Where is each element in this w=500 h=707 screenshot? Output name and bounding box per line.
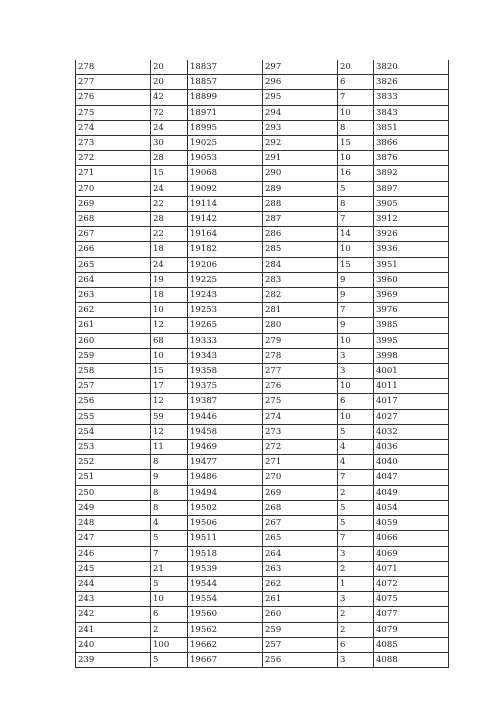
score-b-cell: 273	[263, 424, 338, 439]
count-b-cell: 10	[338, 409, 374, 424]
count-a-cell: 42	[151, 90, 188, 105]
count-a-cell: 5	[151, 652, 188, 667]
count-b-cell: 15	[338, 257, 374, 272]
count-a-cell: 18	[151, 242, 188, 257]
count-b-cell: 15	[338, 136, 374, 151]
score-b-cell: 292	[263, 136, 338, 151]
score-b-cell: 287	[263, 212, 338, 227]
cumulative-a-cell: 19206	[188, 257, 263, 272]
score-distribution-table	[75, 60, 449, 668]
score-b-cell: 286	[263, 227, 338, 242]
cumulative-b-cell: 4066	[374, 531, 449, 546]
cumulative-b-cell: 3892	[374, 166, 449, 181]
count-b-cell: 7	[338, 470, 374, 485]
count-b-cell: 10	[338, 105, 374, 120]
score-a-cell: 249	[76, 500, 151, 515]
cumulative-a-cell: 19511	[188, 531, 263, 546]
score-b-cell: 257	[263, 637, 338, 652]
cumulative-b-cell: 3876	[374, 151, 449, 166]
cumulative-a-cell: 19502	[188, 500, 263, 515]
score-a-cell: 259	[76, 348, 151, 363]
count-a-cell: 2	[151, 622, 188, 637]
cumulative-a-cell: 19253	[188, 303, 263, 318]
count-b-cell: 2	[338, 622, 374, 637]
table-row	[76, 151, 449, 166]
table-row	[76, 288, 449, 303]
cumulative-b-cell: 4085	[374, 637, 449, 652]
cumulative-b-cell: 4001	[374, 364, 449, 379]
count-a-cell: 10	[151, 303, 188, 318]
table-row	[76, 440, 449, 455]
cumulative-b-cell: 3951	[374, 257, 449, 272]
score-a-cell: 248	[76, 516, 151, 531]
table-row	[76, 607, 449, 622]
cumulative-a-cell: 18837	[188, 60, 263, 75]
count-b-cell: 9	[338, 288, 374, 303]
table-row	[76, 652, 449, 667]
cumulative-b-cell: 4071	[374, 561, 449, 576]
count-b-cell: 1	[338, 576, 374, 591]
score-b-cell: 274	[263, 409, 338, 424]
count-b-cell: 10	[338, 151, 374, 166]
score-b-cell: 275	[263, 394, 338, 409]
score-b-cell: 268	[263, 500, 338, 515]
score-b-cell: 285	[263, 242, 338, 257]
score-b-cell: 265	[263, 531, 338, 546]
score-b-cell: 261	[263, 592, 338, 607]
score-a-cell: 270	[76, 181, 151, 196]
cumulative-a-cell: 19114	[188, 196, 263, 211]
score-a-cell: 276	[76, 90, 151, 105]
score-a-cell: 253	[76, 440, 151, 455]
cumulative-a-cell: 19544	[188, 576, 263, 591]
cumulative-b-cell: 3833	[374, 90, 449, 105]
score-b-cell: 262	[263, 576, 338, 591]
cumulative-a-cell: 19142	[188, 212, 263, 227]
score-b-cell: 290	[263, 166, 338, 181]
cumulative-a-cell: 19225	[188, 272, 263, 287]
cumulative-a-cell: 19554	[188, 592, 263, 607]
table-row	[76, 166, 449, 181]
count-b-cell: 6	[338, 637, 374, 652]
score-b-cell: 289	[263, 181, 338, 196]
count-a-cell: 59	[151, 409, 188, 424]
count-b-cell: 3	[338, 592, 374, 607]
count-b-cell: 6	[338, 75, 374, 90]
score-a-cell: 260	[76, 333, 151, 348]
cumulative-a-cell: 19025	[188, 136, 263, 151]
score-a-cell: 258	[76, 364, 151, 379]
table-row	[76, 576, 449, 591]
table-row	[76, 227, 449, 242]
score-b-cell: 264	[263, 546, 338, 561]
table-row	[76, 637, 449, 652]
count-b-cell: 10	[338, 242, 374, 257]
cumulative-a-cell: 19358	[188, 364, 263, 379]
table-row	[76, 348, 449, 363]
cumulative-b-cell: 3976	[374, 303, 449, 318]
table-row	[76, 272, 449, 287]
count-a-cell: 10	[151, 348, 188, 363]
cumulative-a-cell: 19053	[188, 151, 263, 166]
count-b-cell: 2	[338, 485, 374, 500]
count-b-cell: 20	[338, 60, 374, 75]
cumulative-b-cell: 4032	[374, 424, 449, 439]
cumulative-a-cell: 18995	[188, 120, 263, 135]
cumulative-b-cell: 4027	[374, 409, 449, 424]
cumulative-b-cell: 3897	[374, 181, 449, 196]
table-row	[76, 485, 449, 500]
score-a-cell: 247	[76, 531, 151, 546]
cumulative-a-cell: 19446	[188, 409, 263, 424]
table-row	[76, 90, 449, 105]
score-b-cell: 282	[263, 288, 338, 303]
score-a-cell: 254	[76, 424, 151, 439]
count-a-cell: 24	[151, 257, 188, 272]
count-a-cell: 11	[151, 440, 188, 455]
table-row	[76, 531, 449, 546]
cumulative-a-cell: 19375	[188, 379, 263, 394]
cumulative-b-cell: 4069	[374, 546, 449, 561]
score-a-cell: 263	[76, 288, 151, 303]
table-row	[76, 622, 449, 637]
cumulative-a-cell: 19539	[188, 561, 263, 576]
count-b-cell: 3	[338, 652, 374, 667]
table-row	[76, 470, 449, 485]
count-b-cell: 2	[338, 561, 374, 576]
count-a-cell: 18	[151, 288, 188, 303]
cumulative-b-cell: 4011	[374, 379, 449, 394]
count-a-cell: 28	[151, 151, 188, 166]
score-a-cell: 239	[76, 652, 151, 667]
cumulative-b-cell: 3905	[374, 196, 449, 211]
count-b-cell: 8	[338, 196, 374, 211]
cumulative-b-cell: 3995	[374, 333, 449, 348]
count-b-cell: 6	[338, 394, 374, 409]
score-b-cell: 280	[263, 318, 338, 333]
count-a-cell: 4	[151, 516, 188, 531]
count-a-cell: 8	[151, 485, 188, 500]
cumulative-a-cell: 19243	[188, 288, 263, 303]
count-a-cell: 21	[151, 561, 188, 576]
score-a-cell: 250	[76, 485, 151, 500]
score-b-cell: 296	[263, 75, 338, 90]
table-body	[76, 60, 449, 668]
count-a-cell: 28	[151, 212, 188, 227]
score-a-cell: 261	[76, 318, 151, 333]
table-row	[76, 379, 449, 394]
count-a-cell: 20	[151, 60, 188, 75]
count-a-cell: 8	[151, 455, 188, 470]
score-a-cell: 255	[76, 409, 151, 424]
cumulative-b-cell: 3926	[374, 227, 449, 242]
score-a-cell: 271	[76, 166, 151, 181]
table-row	[76, 242, 449, 257]
score-a-cell: 256	[76, 394, 151, 409]
score-a-cell: 277	[76, 75, 151, 90]
table-row	[76, 196, 449, 211]
score-a-cell: 262	[76, 303, 151, 318]
score-a-cell: 242	[76, 607, 151, 622]
count-a-cell: 6	[151, 607, 188, 622]
table-row	[76, 516, 449, 531]
count-b-cell: 8	[338, 120, 374, 135]
table-row	[76, 592, 449, 607]
score-a-cell: 268	[76, 212, 151, 227]
score-b-cell: 297	[263, 60, 338, 75]
count-a-cell: 15	[151, 166, 188, 181]
count-a-cell: 12	[151, 318, 188, 333]
score-a-cell: 266	[76, 242, 151, 257]
count-b-cell: 5	[338, 500, 374, 515]
count-b-cell: 3	[338, 546, 374, 561]
count-b-cell: 7	[338, 212, 374, 227]
score-a-cell: 278	[76, 60, 151, 75]
cumulative-b-cell: 3826	[374, 75, 449, 90]
cumulative-a-cell: 19182	[188, 242, 263, 257]
count-b-cell: 14	[338, 227, 374, 242]
score-a-cell: 257	[76, 379, 151, 394]
table-row	[76, 561, 449, 576]
score-a-cell: 241	[76, 622, 151, 637]
score-b-cell: 283	[263, 272, 338, 287]
score-a-cell: 240	[76, 637, 151, 652]
count-b-cell: 9	[338, 272, 374, 287]
count-b-cell: 10	[338, 333, 374, 348]
score-a-cell: 274	[76, 120, 151, 135]
score-b-cell: 276	[263, 379, 338, 394]
table-row	[76, 136, 449, 151]
score-a-cell: 246	[76, 546, 151, 561]
cumulative-a-cell: 19068	[188, 166, 263, 181]
score-a-cell: 252	[76, 455, 151, 470]
score-b-cell: 281	[263, 303, 338, 318]
cumulative-b-cell: 4036	[374, 440, 449, 455]
count-a-cell: 17	[151, 379, 188, 394]
table-row	[76, 105, 449, 120]
count-a-cell: 22	[151, 227, 188, 242]
score-a-cell: 269	[76, 196, 151, 211]
score-a-cell: 243	[76, 592, 151, 607]
cumulative-a-cell: 19469	[188, 440, 263, 455]
score-b-cell: 288	[263, 196, 338, 211]
score-b-cell: 279	[263, 333, 338, 348]
table-row	[76, 303, 449, 318]
table-row	[76, 409, 449, 424]
cumulative-b-cell: 4079	[374, 622, 449, 637]
cumulative-a-cell: 19518	[188, 546, 263, 561]
cumulative-b-cell: 3960	[374, 272, 449, 287]
score-b-cell: 269	[263, 485, 338, 500]
score-a-cell: 245	[76, 561, 151, 576]
count-a-cell: 24	[151, 120, 188, 135]
count-b-cell: 16	[338, 166, 374, 181]
score-b-cell: 260	[263, 607, 338, 622]
count-a-cell: 20	[151, 75, 188, 90]
cumulative-b-cell: 3998	[374, 348, 449, 363]
count-b-cell: 4	[338, 440, 374, 455]
score-b-cell: 277	[263, 364, 338, 379]
table-row	[76, 75, 449, 90]
score-a-cell: 264	[76, 272, 151, 287]
score-b-cell: 270	[263, 470, 338, 485]
table-row	[76, 318, 449, 333]
table-row	[76, 60, 449, 75]
score-a-cell: 244	[76, 576, 151, 591]
cumulative-b-cell: 4040	[374, 455, 449, 470]
count-b-cell: 5	[338, 424, 374, 439]
table-row	[76, 120, 449, 135]
score-a-cell: 273	[76, 136, 151, 151]
count-a-cell: 8	[151, 500, 188, 515]
score-b-cell: 267	[263, 516, 338, 531]
score-b-cell: 294	[263, 105, 338, 120]
table-row	[76, 546, 449, 561]
score-b-cell: 293	[263, 120, 338, 135]
table-row	[76, 424, 449, 439]
count-a-cell: 9	[151, 470, 188, 485]
count-b-cell: 5	[338, 516, 374, 531]
count-b-cell: 7	[338, 303, 374, 318]
cumulative-b-cell: 3820	[374, 60, 449, 75]
cumulative-b-cell: 4047	[374, 470, 449, 485]
count-b-cell: 7	[338, 90, 374, 105]
count-b-cell: 5	[338, 181, 374, 196]
score-b-cell: 263	[263, 561, 338, 576]
score-b-cell: 291	[263, 151, 338, 166]
count-a-cell: 68	[151, 333, 188, 348]
cumulative-a-cell: 19164	[188, 227, 263, 242]
cumulative-b-cell: 4059	[374, 516, 449, 531]
cumulative-a-cell: 19333	[188, 333, 263, 348]
cumulative-a-cell: 19667	[188, 652, 263, 667]
count-a-cell: 100	[151, 637, 188, 652]
count-b-cell: 4	[338, 455, 374, 470]
cumulative-b-cell: 3851	[374, 120, 449, 135]
score-a-cell: 251	[76, 470, 151, 485]
count-a-cell: 10	[151, 592, 188, 607]
cumulative-b-cell: 3843	[374, 105, 449, 120]
count-b-cell: 10	[338, 379, 374, 394]
cumulative-a-cell: 19458	[188, 424, 263, 439]
count-a-cell: 24	[151, 181, 188, 196]
cumulative-a-cell: 19387	[188, 394, 263, 409]
cumulative-a-cell: 19486	[188, 470, 263, 485]
table-row	[76, 333, 449, 348]
cumulative-a-cell: 18857	[188, 75, 263, 90]
count-a-cell: 5	[151, 531, 188, 546]
count-a-cell: 30	[151, 136, 188, 151]
count-a-cell: 12	[151, 424, 188, 439]
cumulative-b-cell: 4077	[374, 607, 449, 622]
cumulative-b-cell: 4075	[374, 592, 449, 607]
cumulative-b-cell: 3936	[374, 242, 449, 257]
cumulative-b-cell: 4088	[374, 652, 449, 667]
cumulative-a-cell: 19343	[188, 348, 263, 363]
cumulative-a-cell: 19265	[188, 318, 263, 333]
count-a-cell: 7	[151, 546, 188, 561]
table-row	[76, 212, 449, 227]
count-a-cell: 15	[151, 364, 188, 379]
count-b-cell: 3	[338, 348, 374, 363]
table-row	[76, 257, 449, 272]
score-b-cell: 272	[263, 440, 338, 455]
table-row	[76, 455, 449, 470]
cumulative-a-cell: 18971	[188, 105, 263, 120]
cumulative-a-cell: 19662	[188, 637, 263, 652]
count-a-cell: 22	[151, 196, 188, 211]
cumulative-b-cell: 4054	[374, 500, 449, 515]
cumulative-b-cell: 4072	[374, 576, 449, 591]
cumulative-a-cell: 19506	[188, 516, 263, 531]
cumulative-b-cell: 3969	[374, 288, 449, 303]
count-b-cell: 9	[338, 318, 374, 333]
cumulative-b-cell: 3866	[374, 136, 449, 151]
cumulative-a-cell: 19092	[188, 181, 263, 196]
table-row	[76, 394, 449, 409]
cumulative-b-cell: 3912	[374, 212, 449, 227]
count-a-cell: 5	[151, 576, 188, 591]
score-b-cell: 284	[263, 257, 338, 272]
score-b-cell: 295	[263, 90, 338, 105]
cumulative-a-cell: 19562	[188, 622, 263, 637]
cumulative-a-cell: 19494	[188, 485, 263, 500]
table-row	[76, 364, 449, 379]
count-a-cell: 12	[151, 394, 188, 409]
count-b-cell: 3	[338, 364, 374, 379]
score-a-cell: 265	[76, 257, 151, 272]
cumulative-b-cell: 4017	[374, 394, 449, 409]
count-b-cell: 2	[338, 607, 374, 622]
table-row	[76, 500, 449, 515]
score-b-cell: 278	[263, 348, 338, 363]
score-b-cell: 256	[263, 652, 338, 667]
cumulative-a-cell: 18899	[188, 90, 263, 105]
score-b-cell: 271	[263, 455, 338, 470]
count-a-cell: 72	[151, 105, 188, 120]
cumulative-a-cell: 19560	[188, 607, 263, 622]
count-a-cell: 19	[151, 272, 188, 287]
cumulative-b-cell: 4049	[374, 485, 449, 500]
cumulative-b-cell: 3985	[374, 318, 449, 333]
score-a-cell: 267	[76, 227, 151, 242]
cumulative-a-cell: 19477	[188, 455, 263, 470]
table-row	[76, 181, 449, 196]
count-b-cell: 7	[338, 531, 374, 546]
score-b-cell: 259	[263, 622, 338, 637]
score-a-cell: 275	[76, 105, 151, 120]
score-a-cell: 272	[76, 151, 151, 166]
